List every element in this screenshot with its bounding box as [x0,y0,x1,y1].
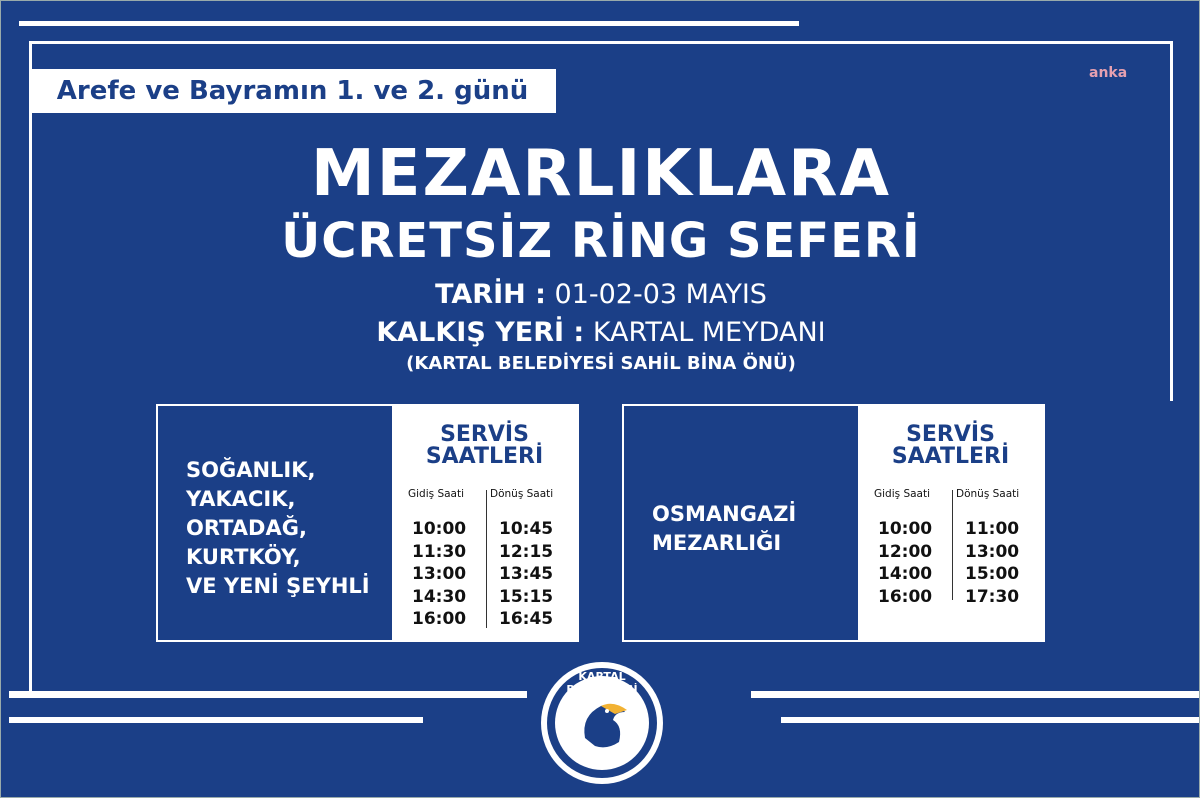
departure-value: KARTAL MEYDANI [592,317,826,348]
destination-line: SOĞANLIK, [186,458,316,482]
destination-line: VE YENİ ŞEYHLİ [186,574,370,598]
title-line-1: MEZARLIKLARA [311,137,891,211]
route-1-destination [186,456,370,601]
outbound-label: Gidiş Saati [874,488,931,500]
time-cell: 16:00 [878,586,933,607]
bottom-stripe-left-1 [9,691,527,698]
time-cell: 17:30 [965,586,1020,607]
time-cell: 12:15 [499,541,554,562]
schedule-heading [858,424,1043,468]
time-cell: 10:00 [412,519,467,539]
date-value: 01-02-03 MAYIS [554,279,767,310]
kartal-belediyesi-logo [541,662,663,784]
schedule-heading-line-2: SAATLERİ [425,444,544,469]
schedule-heading-line-1: SERVİS [440,422,529,447]
time-cell: 10:45 [499,519,554,539]
outbound-label: Gidiş Saati [408,488,465,500]
time-cell: 13:00 [965,541,1020,562]
time-cell: 15:00 [965,564,1020,584]
route-2-destination [652,500,796,558]
time-cell: 10:00 [878,519,933,539]
time-cell: 13:00 [412,564,467,584]
time-cell: 13:45 [499,564,554,584]
return-times [499,518,553,631]
bottom-stripe-right-1 [751,691,1200,698]
date-label: TARİH : [435,279,546,310]
column-divider [952,490,953,600]
destination-line: OSMANGAZİ [652,502,797,526]
schedule-heading-line-2: SAATLERİ [891,444,1010,469]
time-cell: 11:30 [412,541,467,562]
bottom-stripe-right-2 [781,717,1200,723]
return-times [965,518,1019,608]
watermark: anka [1089,65,1128,81]
time-cell: 16:00 [412,609,467,629]
route-2-schedule [858,406,1043,640]
destination-line: ORTADAĞ, [186,516,307,540]
route-1-schedule [392,406,577,640]
destination-line: KURTKÖY, [186,545,301,569]
outbound-times [878,518,932,608]
destination-line: YAKACIK, [186,487,296,511]
return-label: Dönüş Saati [956,488,1020,500]
destination-line: MEZARLIĞI [652,531,782,555]
outbound-times [412,518,466,631]
departure-label: KALKIŞ YERİ : [376,317,585,348]
time-cell: 15:15 [499,586,554,607]
time-cell: 16:45 [499,609,554,629]
time-cell: 11:00 [965,519,1020,539]
time-cell: 14:00 [878,564,933,584]
title-line-2: ÜCRETSİZ RİNG SEFERİ [281,213,921,269]
departure-note: (KARTAL BELEDİYESİ SAHİL BİNA ÖNÜ) [406,353,796,374]
date-line [1,279,1200,310]
logo-text: KARTAL BELEDİYESİ [566,670,638,696]
schedule-heading [392,424,577,468]
route-panel-2 [622,404,1045,642]
time-cell: 12:00 [878,541,933,562]
subtitle-banner: Arefe ve Bayramın 1. ve 2. günü [29,69,556,113]
bottom-stripe-left-2 [9,717,423,723]
schedule-heading-line-1: SERVİS [906,422,995,447]
top-stripe [19,21,799,26]
route-panel-1 [156,404,579,642]
return-label: Dönüş Saati [490,488,554,500]
departure-line [1,317,1200,348]
column-divider [486,490,487,628]
time-cell: 14:30 [412,586,467,607]
frame-border-left [29,401,32,691]
